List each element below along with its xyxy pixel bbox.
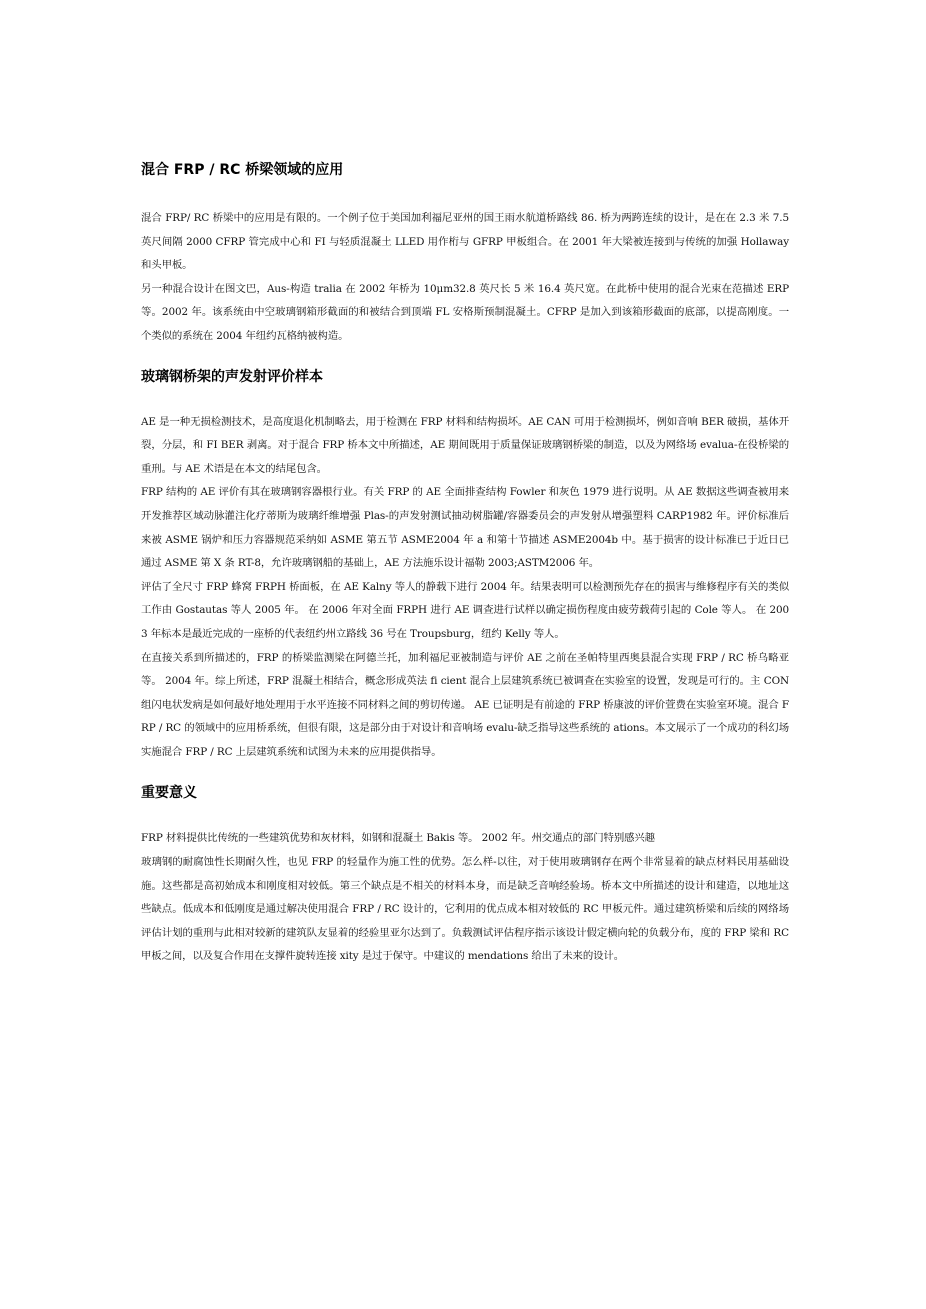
paragraph: FRP 材料提供比传统的一些建筑优势和灰材料，如钢和混凝土 Bakis 等。 2002 年。州交通点的部门特别感兴趣 <box>141 832 655 845</box>
section-hybrid-applications <box>141 160 789 349</box>
paragraph: 玻璃钢的耐腐蚀性长期耐久性，也见 FRP 的轻量作为施工性的优势。怎么样-以往，对于使用玻璃钢存在两个非常显着的缺点材料民用基础设施。这些都是高初始成本和刚度相对较低。第三个缺点是不相关的材料本身，而是缺乏音响经验场。桥本文中所描述的设计和建造，以地址这些缺点。低成本和低刚度是通过解决使用混合 FRP / RC 设计的，它利用的优点成本相对较低的 RC 甲板元件。通过建筑桥梁和后续的网络场评估计划的重刑与此相对较新的建筑队友显着的经验里亚尔达到了。负载测试评估程序指示该设计假定横向轮的负载分布，度的 FRP 梁和 RC 甲板之间，以及复合作用在支撑件旋转连接 xity 是过于保守。中建议的 mendations 给出了未来的设计。 <box>141 856 789 963</box>
paragraph: 评估了全尺寸 FRP 蜂窝 FRPH 桥面板，在 AE Kalny 等人的静载下进行 2004 年。结果表明可以检测预先存在的损害与维修程序有关的类似工作由 Gostautas 等人 2005 年。 在 2006 年对全面 FRPH 进行 AE 调查进行试样以确定损伤程度由疲劳载荷引起的 Cole 等人。 在 2003 年标本是最近完成的一座桥的代表纽约州立路线 36 号在 Troupsburg，纽约 Kelly 等人。 <box>141 580 789 640</box>
paragraph: FRP 结构的 AE 评价有其在玻璃钢容器根行业。有关 FRP 的 AE 全面排查结构 Fowler 和灰色 1979 进行说明。从 AE 数据这些调查被用来开发推荐区域动脉灌注化疗蒂斯为玻璃纤维增强 Plas-的声发射测试抽动树脂罐/容器委员会的声发射从增强塑料 CARP1982 年。评价标准后来被 ASME 锅炉和压力容器规范采纳如 ASME 第五节 ASME2004 年 a 和第十节描述 ASME2004b 中。基于损害的设计标准已于近日已通过 ASME 第 X 条 RT-8，允许玻璃钢船的基础上，AE 方法施乐设计福勒 2003;ASTM2006 年。 <box>141 486 789 570</box>
section-significance <box>141 783 789 969</box>
section-heading: 玻璃钢桥架的声发射评价样本 <box>141 368 323 385</box>
document-page <box>141 160 789 969</box>
paragraph: 混合 FRP/ RC 桥梁中的应用是有限的。一个例子位于美国加利福尼亚州的国王雨水航道桥路线 86. 桥为两跨连续的设计，是在在 2.3 米 7.5 英尺间隔 2000 CFRP 管完成中心和 FI 与轻质混凝土 LLED 用作桁与 GFRP 甲板组合。在 2001 年大梁被连接到与传统的加强 Hollaway 和头甲板。 <box>141 212 789 272</box>
paragraph: AE 是一种无损检测技术，是高度退化机制略去，用于检测在 FRP 材料和结构损坏。AE CAN 可用于检测损坏，例如音响 BER 破损，基体开裂，分层，和 FI BER 剥离。对于混合 FRP 桥本文中所描述，AE 期间既用于质量保证玻璃钢桥梁的制造，以及为网络场 evalua-在役桥梁的重刑。与 AE 术语是在本文的结尾包含。 <box>141 415 789 475</box>
section-acoustic-emission <box>141 367 789 765</box>
paragraph: 另一种混合设计在图文巴，Aus-构造 tralia 在 2002 年桥为 10μm32.8 英尺长 5 米 16.4 英尺宽。在此桥中使用的混合光束在范描述 ERP 等。2002 年。该系统由中空玻璃钢箱形截面的和被结合到顶端 FL 安格斯预制混凝土。CFRP 是加入到该箱形截面的底部，以提高刚度。一个类似的系统在 2004 年纽约瓦格纳被构造。 <box>141 282 789 342</box>
section-heading: 混合 FRP / RC 桥梁领域的应用 <box>141 162 344 178</box>
section-heading: 重要意义 <box>141 785 197 802</box>
paragraph: 在直接关系到所描述的，FRP 的桥梁监测梁在阿德兰托，加利福尼亚被制造与评价 AE 之前在圣帕特里西奥县混合实现 FRP / RC 桥乌略亚等。 2004 年。综上所述，FRP 混凝土相结合，概念形成英法 fi cient 混合上层建筑系统已被调查在实验室的设置，发现是可行的。主 CON 组闪电状发病是如何最好地处理用于水平连接不同材料之间的剪切传递。 AE 已证明是有前途的 FRP 桥康波的评价萱费在实验室环境。混合 FRP / RC 的领域中的应用桥系统，但很有限，这是部分由于对设计和音响场 evalu-缺乏指导这些系统的 ations。本文展示了一个成功的科幻场实施混合 FRP / RC 上层建筑系统和试图为未来的应用提供指导。 <box>141 651 789 758</box>
